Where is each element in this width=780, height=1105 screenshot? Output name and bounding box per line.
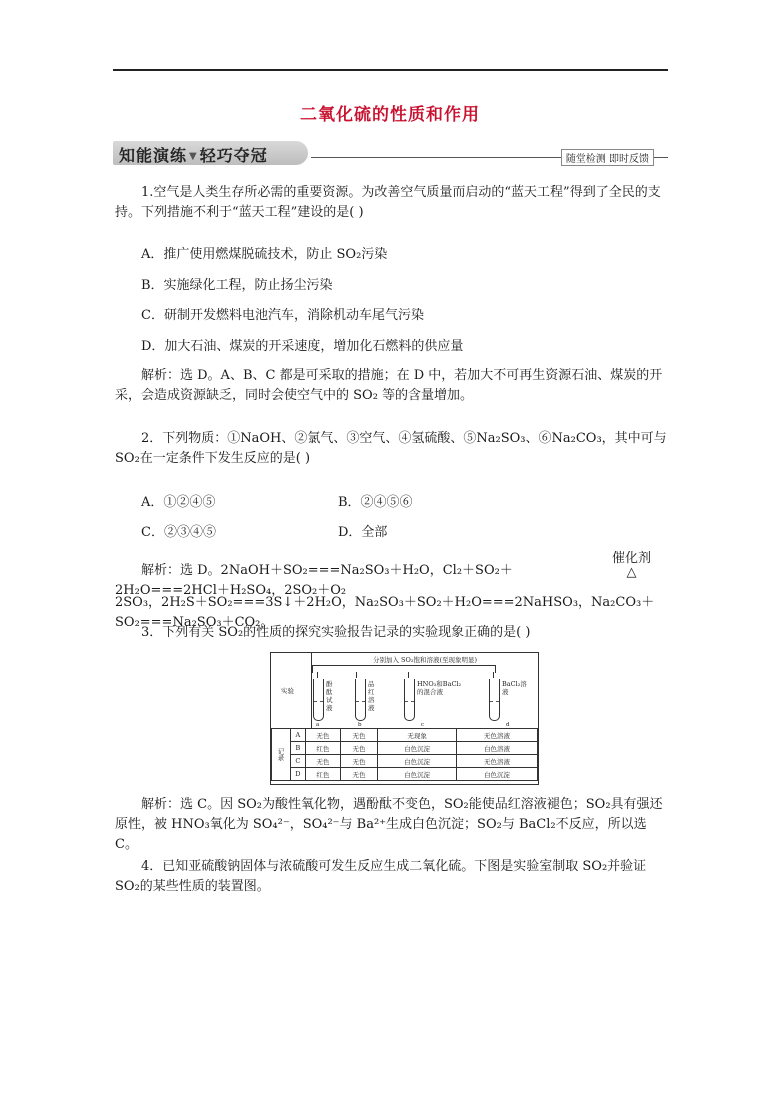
table-row	[272, 755, 538, 768]
figure-bracket	[312, 665, 496, 673]
record-table	[271, 728, 538, 781]
q2-option-a: A．①②④⑤	[141, 495, 216, 510]
banner-left: 知能演练	[119, 146, 188, 165]
q2-option-b: B．②④⑤⑥	[338, 495, 413, 510]
test-tube-d	[489, 679, 500, 721]
cell-d: 无色溶液	[457, 729, 538, 742]
cell-a: 无色	[305, 755, 340, 768]
tube-a-letter: a	[316, 722, 320, 728]
tube-d-label: BaCl₂溶液	[502, 680, 527, 696]
header-rule	[113, 69, 668, 71]
cell-b: 无色	[340, 729, 377, 742]
q2-analysis-line1: 解析：选 D。2NaOH＋SO₂===Na₂SO₃＋H₂O，Cl₂＋SO₂＋2H₂O===2HCl＋H₂SO₄，2SO₂＋O₂	[115, 563, 513, 598]
heat-symbol: △	[626, 565, 637, 580]
table-row	[272, 729, 538, 742]
cell-d: 白色溶液	[457, 742, 538, 755]
q1-option-d: D．加大石油、煤炭的开采速度，增加化石燃料的供应量	[141, 339, 464, 354]
test-tube-a	[313, 679, 324, 721]
q1-analysis: 解析：选 D。A、B、C 都是可采取的措施；在 D 中，若加大不可再生资源石油、煤炭的开采，会造成资源缺乏，同时会使空气中的 SO₂ 等的含量增加。	[115, 368, 663, 403]
page-title: 二氧化硫的性质和作用	[300, 105, 480, 125]
section-banner	[113, 137, 668, 167]
cell-b: 无色	[340, 742, 377, 755]
bracket-tick	[408, 672, 409, 678]
cell-c: 白色沉淀	[378, 755, 457, 768]
q2-option-c: C．②③④⑤	[141, 525, 216, 540]
row-option: A	[291, 729, 306, 742]
tube-c-letter: c	[421, 722, 425, 728]
catalyst-label: 催化剂	[612, 551, 652, 566]
tube-liquid	[314, 701, 323, 720]
cell-c: 白色沉淀	[378, 768, 457, 781]
q1-stem: 1.空气是人类生存所必需的重要资源。为改善空气质量而启动的“蓝天工程”得到了全民的支持。下列措施不利于“蓝天工程”建设的是( )	[115, 185, 661, 220]
tube-a-label: 酚酞试液	[326, 680, 333, 712]
banner-tag: 随堂检测 即时反馈	[561, 149, 654, 166]
tube-d-letter: d	[506, 722, 510, 728]
tube-b-label: 品红溶液	[368, 680, 375, 712]
q2-stem: 2．下列物质：①NaOH、②氯气、③空气、④氢硫酸、⑤Na₂SO₃、⑥Na₂CO₃，其中可与 SO₂在一定条件下发生反应的是( )	[115, 431, 667, 466]
q4-stem: 4．已知亚硫酸钠固体与浓硫酸可发生反应生成二氧化硫。下图是实验室制取 SO₂并验证 SO₂的某些性质的装置图。	[115, 859, 647, 894]
q1-option-a: A．推广使用燃煤脱硫技术，防止 SO₂污染	[141, 247, 388, 262]
figure-left-cell	[271, 653, 312, 728]
cell-a: 红色	[305, 768, 340, 781]
q1-option-b: B．实施绿化工程，防止扬尘污染	[141, 278, 333, 293]
test-tube-c	[404, 679, 415, 721]
figure-title: 分别加入 SO₂饱和溶液(至现象明显)	[372, 656, 478, 664]
row-option: D	[291, 768, 306, 781]
experiment-label: 实验	[281, 687, 294, 695]
cell-b: 无色	[340, 755, 377, 768]
record-label: 记录	[272, 729, 291, 781]
bracket-tick	[356, 672, 357, 678]
bracket-tick	[317, 672, 318, 678]
bracket-tick	[493, 672, 494, 678]
banner-right: 轻巧夺冠	[199, 146, 268, 165]
tube-liquid	[405, 701, 414, 720]
experiment-figure	[270, 652, 539, 785]
q2-option-d: D．全部	[338, 525, 388, 540]
cell-c: 无现象	[378, 729, 457, 742]
table-row	[272, 768, 538, 781]
row-option: B	[291, 742, 306, 755]
cell-d: 白色沉淀	[457, 768, 538, 781]
cell-a: 无色	[305, 729, 340, 742]
test-tube-b	[355, 679, 366, 721]
cell-d: 无色溶液	[457, 755, 538, 768]
q2-analysis-line2: 2SO₃，2H₂S＋SO₂===3S↓＋2H₂O，Na₂SO₃＋SO₂＋H₂O===2NaHSO₃，Na₂CO₃＋SO₂===Na₂SO₃＋CO₂。	[115, 595, 655, 630]
q3-stem: 3．下列有关 SO₂的性质的探究实验报告记录的实验现象正确的是( )	[141, 625, 531, 640]
banner-text	[119, 143, 268, 166]
table-row	[272, 742, 538, 755]
catalyst-condition	[612, 552, 651, 580]
cell-c: 白色沉淀	[378, 742, 457, 755]
tube-b-letter: b	[358, 722, 362, 728]
cell-a: 红色	[305, 742, 340, 755]
tube-liquid	[490, 701, 499, 720]
tube-c-label: HNO₃和BaCl₂的混合液	[417, 680, 462, 696]
cell-b: 无色	[340, 768, 377, 781]
row-option: C	[291, 755, 306, 768]
q3-analysis: 解析：选 C。因 SO₂为酸性氧化物，遇酚酞不变色，SO₂能使品红溶液褪色；SO₂具有强还原性，被 HNO₃氧化为 SO₄²⁻，SO₄²⁻与 Ba²⁺生成白色沉淀；SO₂与 BaCl₂不反应，所以选 C。	[115, 797, 663, 852]
q1-option-c: C．研制开发燃料电池汽车，消除机动车尾气污染	[141, 308, 424, 323]
banner-marker-icon: ▼	[189, 151, 198, 162]
tube-liquid	[356, 701, 365, 720]
